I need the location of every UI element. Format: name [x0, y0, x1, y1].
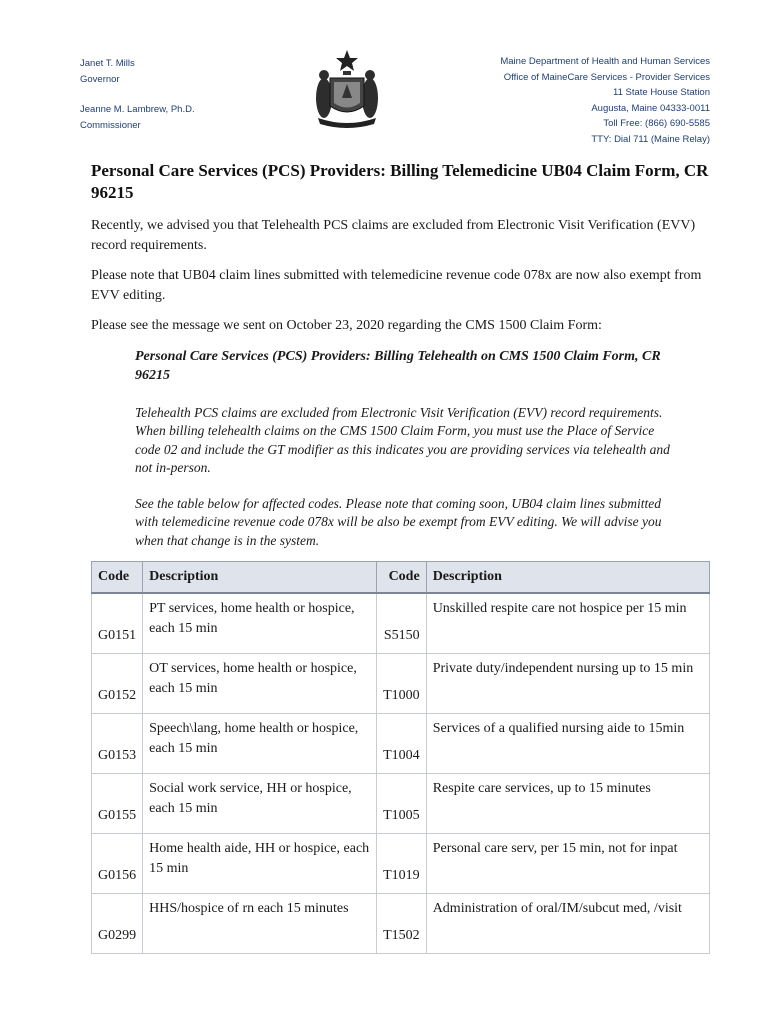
column-header-code: Code [92, 562, 143, 594]
description-cell: Services of a qualified nursing aide to 15min [426, 714, 709, 774]
office-name: Office of MaineCare Services - Provider Services [503, 71, 710, 83]
governor-name: Janet T. Mills [80, 58, 135, 69]
column-header-description: Description [143, 562, 377, 594]
description-cell: Private duty/independent nursing up to 15 min [426, 654, 709, 714]
toll-free-line: Toll Free: (866) 690-5585 [603, 118, 710, 130]
letterhead-right [500, 54, 710, 148]
table-row [92, 654, 710, 714]
column-header-code: Code [377, 562, 427, 594]
code-cell: T1004 [377, 714, 427, 774]
page-title: Personal Care Services (PCS) Providers: Billing Telemedicine UB04 Claim Form, CR 96215 [91, 161, 709, 202]
code-cell: S5150 [377, 593, 427, 654]
affected-codes-table [91, 561, 710, 954]
description-cell: HHS/hospice of rn each 15 minutes [143, 894, 377, 954]
quoted-message [135, 347, 675, 551]
description-cell: Personal care serv, per 15 min, not for inpat [426, 834, 709, 894]
maine-state-seal-icon [312, 48, 382, 130]
letter-body [91, 160, 711, 567]
description-cell: Respite care services, up to 15 minutes [426, 774, 709, 834]
code-cell: G0155 [92, 774, 143, 834]
commissioner-name: Jeanne M. Lambrew, Ph.D. [80, 104, 195, 115]
paragraph-3: Please see the message we sent on October 23, 2020 regarding the CMS 1500 Claim Form: [91, 318, 602, 333]
description-cell: Social work service, HH or hospice, each 15 min [143, 774, 377, 834]
table-header-row [92, 562, 710, 594]
letterhead-left [80, 56, 195, 134]
city-line: Augusta, Maine 04333-0011 [591, 102, 710, 114]
quoted-paragraph-1: Telehealth PCS claims are excluded from Electronic Visit Verification (EVV) record requirements. When billing telehealth claims on the CMS 1500 Claim Form, you must use the Place of Service code 02 and include the GT modifier as this indicates you are providing services via telehealth and not in-person. [135, 404, 670, 475]
quoted-paragraph-2: See the table below for affected codes. Please note that coming soon, UB04 claim lines submitted with telemedicine revenue code 078x will be also be exempt from EVV editing. We will advise you when that change is in the system. [135, 495, 662, 548]
description-cell: OT services, home health or hospice, each 15 min [143, 654, 377, 714]
code-cell: G0151 [92, 593, 143, 654]
code-cell: T1502 [377, 894, 427, 954]
description-cell: Unskilled respite care not hospice per 15 min [426, 593, 709, 654]
paragraph-1: Recently, we advised you that Telehealth PCS claims are excluded from Electronic Visit Verification (EVV) record requirements. [91, 218, 696, 253]
commissioner-title: Commissioner [80, 120, 141, 131]
code-cell: G0156 [92, 834, 143, 894]
code-cell: G0299 [92, 894, 143, 954]
code-cell: T1019 [377, 834, 427, 894]
table-row [92, 714, 710, 774]
column-header-description: Description [426, 562, 709, 594]
table-row [92, 834, 710, 894]
table-row [92, 894, 710, 954]
quoted-title: Personal Care Services (PCS) Providers: Billing Telehealth on CMS 1500 Claim Form, CR 96215 [135, 348, 661, 383]
department-name: Maine Department of Health and Human Services [500, 56, 710, 67]
address-line: 11 State House Station [613, 87, 710, 99]
description-cell: Home health aide, HH or hospice, each 15 min [143, 834, 377, 894]
code-cell: T1000 [377, 654, 427, 714]
code-cell: G0152 [92, 654, 143, 714]
description-cell: Administration of oral/IM/subcut med, /visit [426, 894, 709, 954]
code-cell: G0153 [92, 714, 143, 774]
description-cell: Speech\lang, home health or hospice, each 15 min [143, 714, 377, 774]
code-cell: T1005 [377, 774, 427, 834]
table-row [92, 774, 710, 834]
tty-line: TTY: Dial 711 (Maine Relay) [591, 133, 710, 145]
governor-title: Governor [80, 74, 120, 85]
description-cell: PT services, home health or hospice, each 15 min [143, 593, 377, 654]
paragraph-2: Please note that UB04 claim lines submitted with telemedicine revenue code 078x are now also exempt from EVV editing. [91, 268, 702, 303]
table-row [92, 593, 710, 654]
